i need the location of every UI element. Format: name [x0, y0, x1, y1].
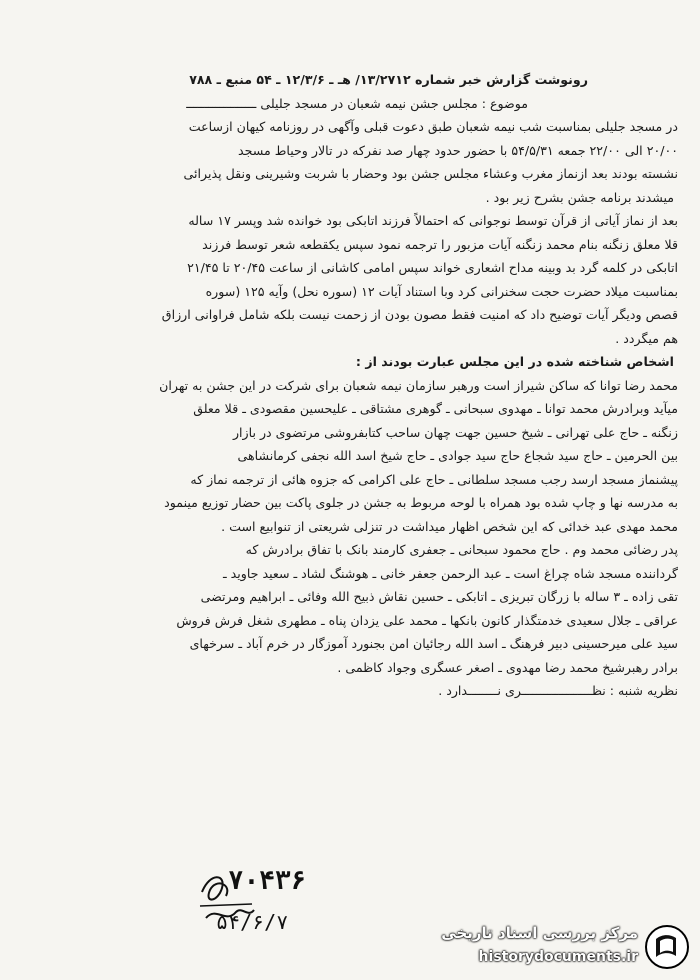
report-header: رونوشت گزارش خبر شماره ۱۳/۲۷۱۲/ هـ ـ ۱۲/۳/۶ ـ ۵۴ منبع ـ ۷۸۸ [189, 72, 588, 87]
body-line: محمد مهدی عبد خدائی که این شخص اظهار میداشت در تنزلی شریعتی از تنوابیع است . [221, 518, 678, 534]
body-line: در مسجد جلیلی بمناسبت شب نیمه شعبان طبق دعوت قبلی وآگهی در روزنامه کیهان ازساعت [188, 119, 678, 134]
body-line: نشسته بودند بعد ازنماز مغرب وعشاء مجلس جشن بود وحضار با شربت وشیرینی ونقل پذیرائی [183, 166, 678, 181]
body-line: محمد رضا توانا که ساکن شیراز است ورهبر سازمان نیمه شعبان برای شرکت در این جشن به تهران [159, 377, 678, 393]
watermark-title: مرکز بررسی اسناد تاریخی [441, 924, 638, 942]
body-line: بین الحرمین ـ حاج سید شجاع حاج سید جوادی ـ حاج شیخ اسد الله نجفی کرمانشاهی [237, 448, 678, 463]
body-line: برادر رهبرشیخ محمد رضا مهدوی ـ اصغر عسگری وجواد کاظمی . [337, 659, 678, 675]
watermark [416, 922, 692, 974]
body-line: بمناسبت میلاد حضرت حجت سخنرانی کرد وبا استناد آیات ۱۲ (سوره نحل) وآیه ۱۲۵ (سوره [205, 283, 678, 299]
body-line: گرداننده مسجد شاه چراغ است ـ عبد الرحمن جعفر خانی ـ هوشنگ لشاد ـ سعید جاوید ـ [222, 565, 678, 581]
body-line: پیشنماز مسجد ارسد رجب مسجد سلطانی ـ حاج علی اکرامی که جزوه هائی از ترجمه نماز که [190, 471, 678, 487]
body-line: بعد از نماز آیاتی از قرآن توسط نوجوانی که احتمالاً فرزند اتابکی بود خوانده شد وپسر ۱۷ ساله [188, 213, 678, 228]
body-line: به مدرسه نها و چاپ شده بود همراه با لوحه مربوط به جشن در جلوی پاکت بین حضار توزیع مینمود [164, 495, 678, 510]
body-line: پدر رضائی محمد وم . حاج محمود سبحانی ـ جعفری کارمند بانک با تفاق برادرش که [245, 542, 678, 557]
report-subject: موضوع : مجلس جشن نیمه شعبان در مسجد جلیلی ـــــــــــــــــــ [186, 95, 528, 111]
body-line: اتابکی در کلمه گرد بد وبینه مداح اشعاری خواند سپس امامی کاشانی از ساعت ۲۰/۴۵ تا ۲۱/۴۵ [187, 260, 678, 275]
body-line: میشدند برنامه جشن بشرح زیر بود . [485, 189, 674, 205]
body-line: تقی زاده ـ ۳ ساله با زرگان تبریزی ـ اتابکی ـ حسین نقاش ذبیح الله وفائی ـ ابراهیم ومرتضی [200, 589, 678, 604]
watermark-url: historydocuments.ir [478, 949, 638, 965]
signature-number: ۷۰۴۳۶ [228, 866, 307, 896]
body-line: زنگنه ـ حاج علی تهرانی ـ شیخ حسین جهت چهان ساحب کتابفروشی مرتضوی در بازار [232, 424, 678, 440]
body-line: ۲۰/۰۰ الی ۲۲/۰۰ جمعه ۵۴/۵/۳۱ با حضور حدود چهار صد نفرکه در تالار وحیاط مسجد [238, 142, 678, 158]
body-line: سید علی میرحسینی دبیر فرهنگ ـ اسد الله رجائیان امن بجنورد آموزگار در خرم آباد ـ سرخهای [189, 636, 678, 651]
body-line: هم میگردد . [615, 330, 678, 346]
body-line: قلا معلق زنگنه بنام محمد زنگنه آیات مزبور را ترجمه نمود سپس یکقطعه شعر توسط فرزند [202, 236, 678, 252]
attendees-heading: اشخاص شناخته شده در این مجلس عبارت بودند از : [355, 354, 674, 369]
body-line: عراقی ـ جلال سعیدی خدمتگذار کانون بانکها ـ محمد علی یزدان پناه ـ مطهری شغل فرش فروش [176, 612, 678, 628]
document-body [22, 68, 678, 703]
body-line: میآید وبرادرش محمد توانا ـ مهدوی سبحانی ـ گوهری مشتاقی ـ علیحسین مقصودی ـ قلا معلق [193, 401, 678, 416]
opinion-line: نظریه شنبه : نظـــــــــــــــــــری نــــــــدارد . [438, 683, 678, 698]
signature-date: ۵۴/۶/۷ [216, 910, 289, 934]
document-center-logo-icon [644, 924, 690, 970]
handwritten-signature [196, 866, 396, 956]
body-line: قصص ودیگر آیات توضیح داد که امنیت فقط مصون بودن از زحمت نیست بلکه شامل فراوانی ارزاق [161, 307, 678, 322]
